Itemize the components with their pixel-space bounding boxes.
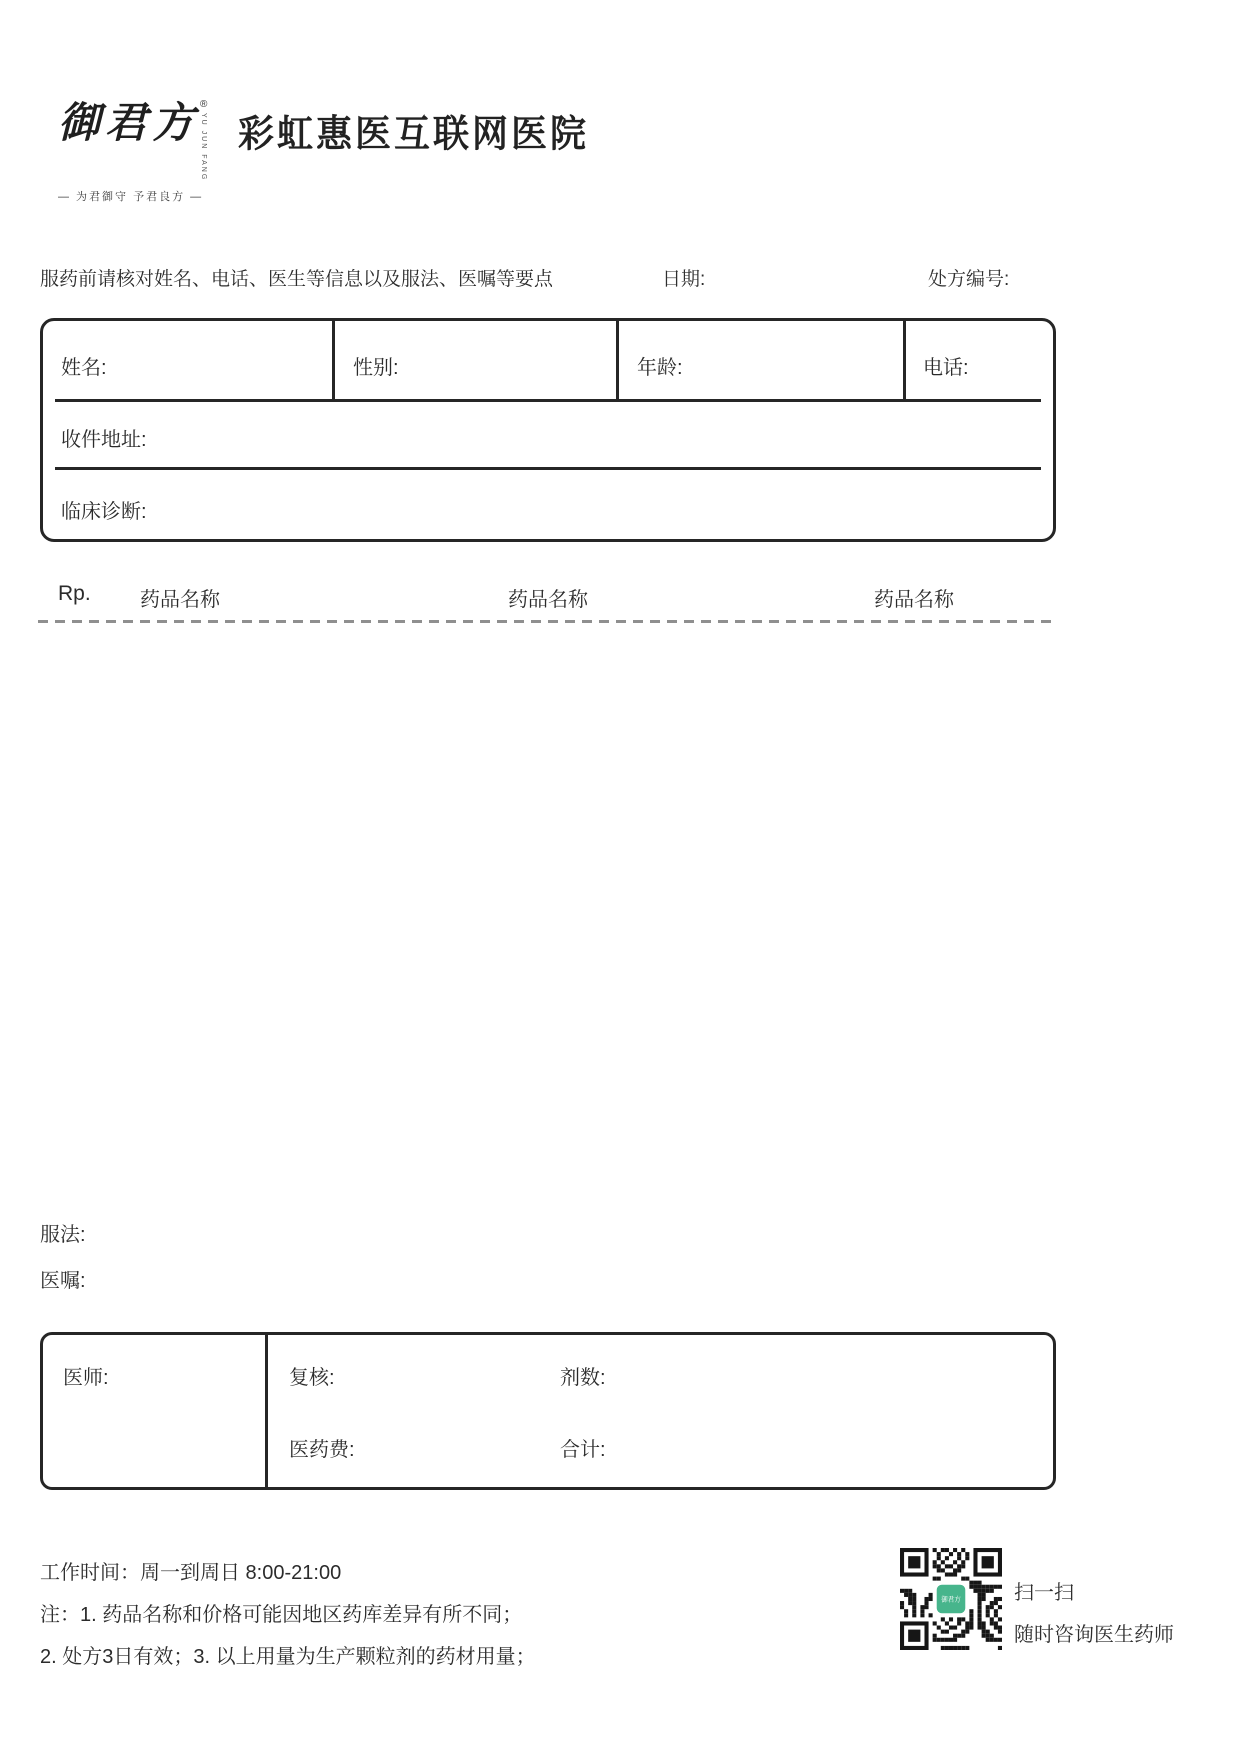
- name-label: 姓名:: [61, 357, 107, 379]
- divider: [616, 321, 619, 399]
- divider: [55, 467, 1041, 470]
- note-line-1: 注：1. 药品名称和价格可能因地区药库差异有所不同；: [40, 1604, 523, 1626]
- working-hours: 工作时间：周一到周日 8:00-21:00: [40, 1562, 342, 1584]
- note-line-2: 2. 处方3日有效；3. 以上用量为生产颗粒剂的药材用量；: [40, 1646, 536, 1668]
- drug-column-header: 药品名称: [874, 589, 954, 611]
- age-label: 年龄:: [637, 357, 683, 379]
- drug-column-header: 药品名称: [140, 589, 220, 611]
- advice-label: 医嘱:: [40, 1270, 86, 1292]
- patient-info-box: [40, 318, 1056, 542]
- qr-code-icon: [900, 1548, 1002, 1650]
- doctor-label: 医师:: [63, 1367, 109, 1389]
- divider: [265, 1335, 268, 1487]
- date-label: 日期:: [662, 269, 706, 290]
- rx-number-label: 处方编号:: [928, 269, 1010, 290]
- review-label: 复核:: [289, 1367, 335, 1389]
- dose-count-label: 剂数:: [560, 1367, 606, 1389]
- signoff-box: [40, 1332, 1056, 1490]
- qr-scan-title: 扫一扫: [1014, 1582, 1074, 1604]
- brand-logo-text: 御君方: [58, 98, 200, 147]
- diagnosis-label: 临床诊断:: [61, 501, 147, 523]
- brand-tagline: — 为君御守 予君良方 —: [58, 191, 204, 204]
- pre-check-notice: 服药前请核对姓名、电话、医生等信息以及服法、医嘱等要点: [40, 269, 554, 290]
- gender-label: 性别:: [353, 357, 399, 379]
- address-label: 收件地址:: [61, 429, 147, 451]
- rp-label: Rp.: [58, 582, 91, 605]
- brand-logo-pinyin: YU JUN FANG: [200, 113, 208, 182]
- brand-logo: [58, 100, 207, 204]
- divider: [332, 321, 335, 399]
- hospital-title: 彩虹惠医互联网医院: [238, 112, 590, 155]
- fee-label: 医药费:: [289, 1439, 355, 1461]
- divider: [55, 399, 1041, 402]
- rx-separator: [38, 620, 1056, 623]
- drug-column-header: 药品名称: [508, 589, 588, 611]
- divider: [903, 321, 906, 399]
- usage-label: 服法:: [40, 1224, 86, 1246]
- phone-label: 电话:: [923, 357, 969, 379]
- total-label: 合计:: [560, 1439, 606, 1461]
- qr-center-label: 御君方: [941, 1596, 961, 1604]
- registered-mark: ®: [200, 99, 208, 110]
- qr-scan-subtitle: 随时咨询医生药师: [1014, 1624, 1174, 1646]
